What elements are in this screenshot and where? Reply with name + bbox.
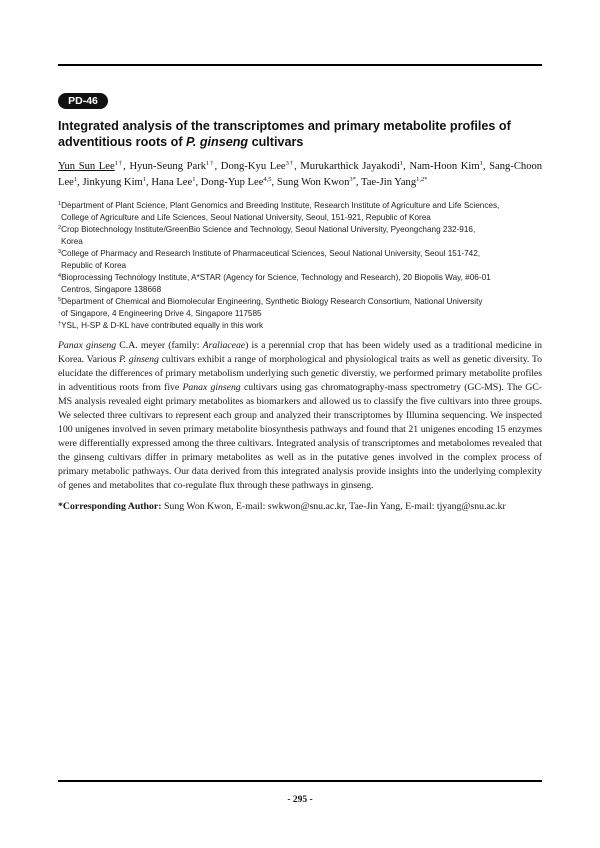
author <box>277 177 356 188</box>
affiliation <box>58 272 542 296</box>
affiliation-line-2: College of Agriculture and Life Sciences, Seoul National University, Seoul, 151-921, Republic of Korea <box>61 212 431 222</box>
affiliation <box>58 296 542 320</box>
affiliation-mark: 5 <box>58 297 62 304</box>
author-affiliation-mark: 3* <box>349 176 356 183</box>
author-name: Nam-Hoon Kim <box>409 161 480 172</box>
affiliation-line-1: Department of Chemical and Biomolecular Engineering, Synthetic Biology Research Consortium, National University <box>61 297 483 307</box>
author-name: Murukarthick Jayakodi <box>300 161 400 172</box>
author-name: Tae-Jin Yang <box>360 177 417 188</box>
affiliation <box>58 320 542 332</box>
affiliation-line-2: of Singapore, 4 Engineering Drive 4, Singapore 117585 <box>61 309 262 319</box>
author-name: Sang-Choon Lee <box>58 161 543 188</box>
top-rule <box>58 64 542 66</box>
affiliation-mark: 3 <box>58 249 62 256</box>
author-name: Hana Lee <box>151 177 193 188</box>
affiliation-line-2: Centros, Singapore 138668 <box>61 285 162 295</box>
affiliation-line-1: Bioprocessing Technology Institute, A*STAR (Agency for Science, Technology and Research), 20 Biopolis Way, #06-01 <box>61 273 491 283</box>
corresponding-label: *Corresponding Author: <box>58 501 162 512</box>
abstract-text <box>58 339 542 493</box>
author-affiliation-mark: 1† <box>206 160 215 167</box>
abstract-family: Araliaceae <box>202 340 246 351</box>
affiliation-line-2: Korea <box>61 236 83 246</box>
author-name: Yun Sun Lee <box>58 161 115 172</box>
author <box>361 177 428 188</box>
abstract-part-1b: ) is a perennial crop that has been widely used as a traditional medicine in Korea. Various <box>58 340 543 365</box>
affiliation-list <box>58 200 542 333</box>
author-name: Dong-Yup Lee <box>200 177 264 188</box>
author <box>58 161 123 172</box>
affiliation-line-1: Crop Biotechnology Institute/GreenBio Science and Technology, Seoul National University, Pyeongchang 232-916, <box>61 225 476 235</box>
session-badge: PD-46 <box>58 93 108 109</box>
author-name: Dong-Kyu Lee <box>220 161 286 172</box>
page-number: - 295 - <box>287 795 313 805</box>
corresponding-author <box>58 500 542 514</box>
author <box>129 161 214 172</box>
title-line-1: Integrated analysis of the transcriptomes and primary metabolite profiles of <box>58 119 511 133</box>
author-name: Hyun-Seung Park <box>129 161 207 172</box>
author-affiliation-mark: 3† <box>285 160 295 167</box>
author-list: Yun Sun Lee$^{1\dagger}$, Hyun-Seung Park$^{1\dagger}$, Dong-Kyu Lee$^{3\dagger}$, Murukarthick Jayakodi$^1$, Nam-Hoon Kim$^1$, Sang-Choon Lee$^1$, Jinkyung Kim$^1$, Hana Lee$^1$, Dong-Yup Lee$^{4,5}$, Sung Won Kwon$^{3*}$, Tae-Jin Yang$^{1,2*}$ <box>58 160 543 188</box>
affiliation-line-1: Department of Plant Science, Plant Genomics and Breeding Institute, Research Institute of Agriculture and Life Sciences, <box>61 201 500 210</box>
author-name: Jinkyung Kim <box>82 177 143 188</box>
abstract-part-3: cultivars using gas chromatography-mass spectrometry (GC-MS). The GC-MS analysis revealed eight primary metabolites as biomarkers and allowed us to classify the five cultivars into three groups. We selected three cultivars to represent each group and analyzed their transcriptomes by Illumina sequencing. We inspected 100 unigenes involved in seven primary metabolite biosynthesis pathways and found that 21 unigenes encoding 15 enzymes were differentially expressed among the three cultivars. Integrated analysis of transcriptomes and metabolomes revealed that the ginseng cultivars differ in primary metabolites as well as in the putative genes involved in the complex process of primary metabolic pathways. Our data derived from this integrated analysis provide insights into the underlying complexity of genes and metabolites that co-regulate flux through these pathways in ginseng. <box>58 382 543 491</box>
affiliation-line-2: Republic of Korea <box>61 260 127 270</box>
bottom-rule <box>58 780 542 782</box>
affiliation-mark: 2 <box>58 225 62 232</box>
author <box>201 177 272 188</box>
affiliation <box>58 200 542 224</box>
abstract-species-1: Panax ginseng <box>58 340 117 351</box>
author <box>409 161 482 172</box>
abstract-part-2: cultivars exhibit a range of morphological and physiological traits as well as genetic diversity. To elucidate the differences of primary metabolism underlying such genetic diverstiy, we performed primary metabolite profiles in adventitious roots from five <box>58 354 542 393</box>
author-affiliation-mark: 4,5 <box>263 176 272 183</box>
author-name: Sung Won Kwon <box>276 177 350 188</box>
author-affiliation-mark: 1,2* <box>416 176 428 183</box>
author-affiliation-mark: 1 <box>192 176 196 183</box>
paper-title <box>58 119 542 150</box>
affiliation-line-1: College of Pharmacy and Research Institute of Pharmaceutical Sciences, Seoul National University, Seoul 151-742, <box>61 249 481 259</box>
affiliation-mark: 4 <box>58 273 62 280</box>
author-affiliation-mark: 1 <box>142 176 147 183</box>
author-affiliation-mark: 1 <box>399 160 404 167</box>
affiliation <box>58 248 542 272</box>
affiliation-mark: 1 <box>58 201 62 207</box>
affiliation-mark: † <box>58 321 62 328</box>
title-species: P. ginseng <box>186 134 249 149</box>
affiliation-line-1: YSL, H-SP & D-KL have contributed equally in this work <box>61 321 264 331</box>
author <box>221 161 294 172</box>
author <box>82 177 146 188</box>
author-affiliation-mark: 1 <box>479 160 483 167</box>
author <box>300 161 403 172</box>
abstract-species-2: P. ginseng <box>118 354 159 365</box>
author-affiliation-mark: 1† <box>114 160 124 167</box>
abstract-species-3: Panax ginseng <box>182 382 241 393</box>
author <box>151 177 195 188</box>
abstract-part-1a: C.A. meyer (family: <box>116 340 203 351</box>
affiliation <box>58 224 542 248</box>
author-affiliation-mark: 1 <box>73 176 78 183</box>
title-line-2-post: cultivars <box>248 134 304 149</box>
title-line-2-pre: adventitious roots of <box>58 134 187 149</box>
corresponding-text: Sung Won Kwon, E-mail: swkwon@snu.ac.kr, Tae-Jin Yang, E-mail: tjyang@snu.ac.kr <box>161 501 506 512</box>
